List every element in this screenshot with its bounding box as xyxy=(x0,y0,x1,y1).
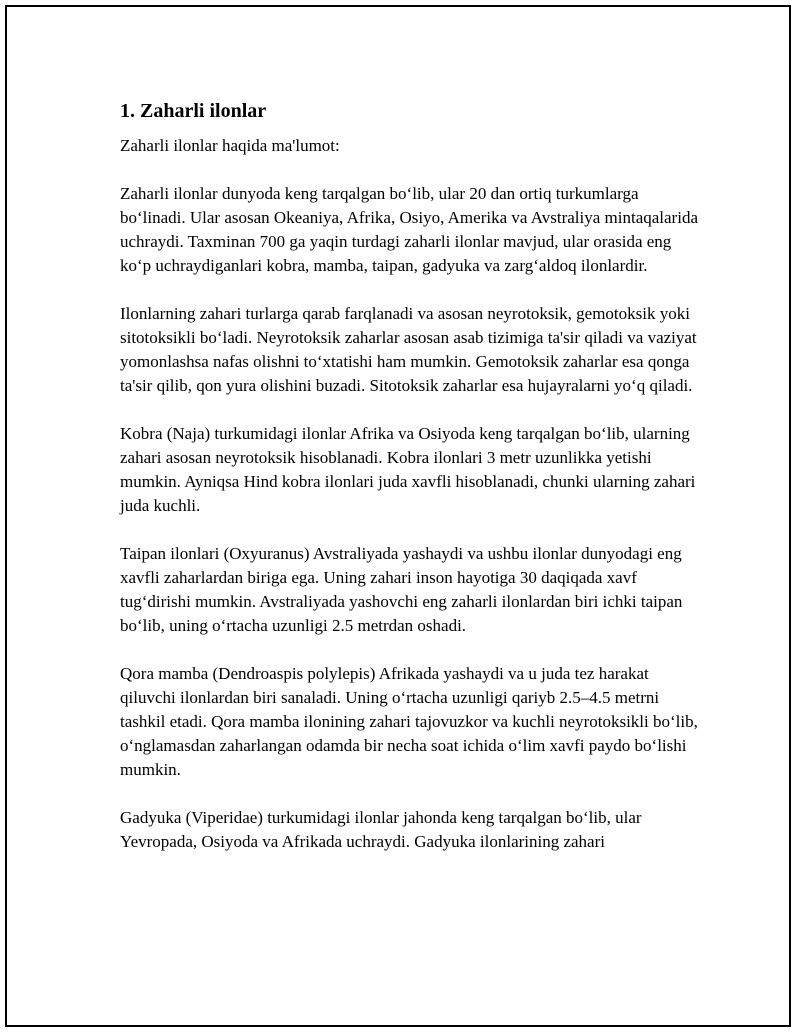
paragraph-taipan: Taipan ilonlari (Oxyuranus) Avstraliyada yashaydi va ushbu ilonlar dunyodagi eng xavfli zaharlardan biriga ega. Uning zahari inson hayotiga 30 daqiqada xavf tug‘dirishi mumkin. Avstraliyada yashovchi eng zaharli ilonlardan biri ichki taipan bo‘lib, uning o‘rtacha uzunligi 2.5 metrdan oshadi. xyxy=(120,544,683,635)
paragraph-overview: Zaharli ilonlar dunyoda keng tarqalgan bo‘lib, ular 20 dan ortiq turkumlarga bo‘linadi. Ular asosan Okeaniya, Afrika, Osiyo, Amerika va Avstraliya mintaqalarida uchraydi. Taxminan 700 ga yaqin turdagi zaharli ilonlar mavjud, ular orasida eng ko‘p uchraydiganlari kobra, mamba, taipan, gadyuka va zarg‘aldoq ilonlardir. xyxy=(120,184,698,275)
paragraph-venom-types: Ilonlarning zahari turlarga qarab farqlanadi va asosan neyrotoksik, gemotoksik yoki sitotoksikli bo‘ladi. Neyrotoksik zaharlar asosan asab tizimiga ta'sir qiladi va vaziyat yomonlashsa nafas olishni to‘xtatishi ham mumkin. Gemotoksik zaharlar esa qonga ta'sir qilib, qon yura olishini buzadi. Sitotoksik zaharlar esa hujayralarni yo‘q qiladi. xyxy=(120,304,697,395)
paragraph-viper: Gadyuka (Viperidae) turkumidagi ilonlar jahonda keng tarqalgan bo‘lib, ular Yevropada, Osiyoda va Afrikada uchraydi. Gadyuka ilonlarining zahari xyxy=(120,808,642,851)
document-page xyxy=(5,5,791,1027)
paragraph-black-mamba: Qora mamba (Dendroaspis polylepis) Afrikada yashaydi va u juda tez harakat qiluvchi ilonlardan biri sanaladi. Uning o‘rtacha uzunligi qariyb 2.5–4.5 metrni tashkil etadi. Qora mamba ilonining zahari tajovuzkor va kuchli neyrotoksikli bo‘lib, o‘nglamasdan zaharlangan odamda bir necha soat ichida o‘lim xavfi paydo bo‘lishi mumkin. xyxy=(120,664,698,779)
paragraph-cobra: Kobra (Naja) turkumidagi ilonlar Afrika va Osiyoda keng tarqalgan bo‘lib, ularning zahari asosan neyrotoksik hisoblanadi. Kobra ilonlari 3 metr uzunlikka yetishi mumkin. Ayniqsa Hind kobra ilonlari juda xavfli hisoblanadi, chunki ularning zahari juda kuchli. xyxy=(120,424,696,515)
section-heading: 1. Zaharli ilonlar xyxy=(120,100,267,122)
document-content xyxy=(120,98,700,878)
intro-text: Zaharli ilonlar haqida ma'lumot: xyxy=(120,136,340,155)
